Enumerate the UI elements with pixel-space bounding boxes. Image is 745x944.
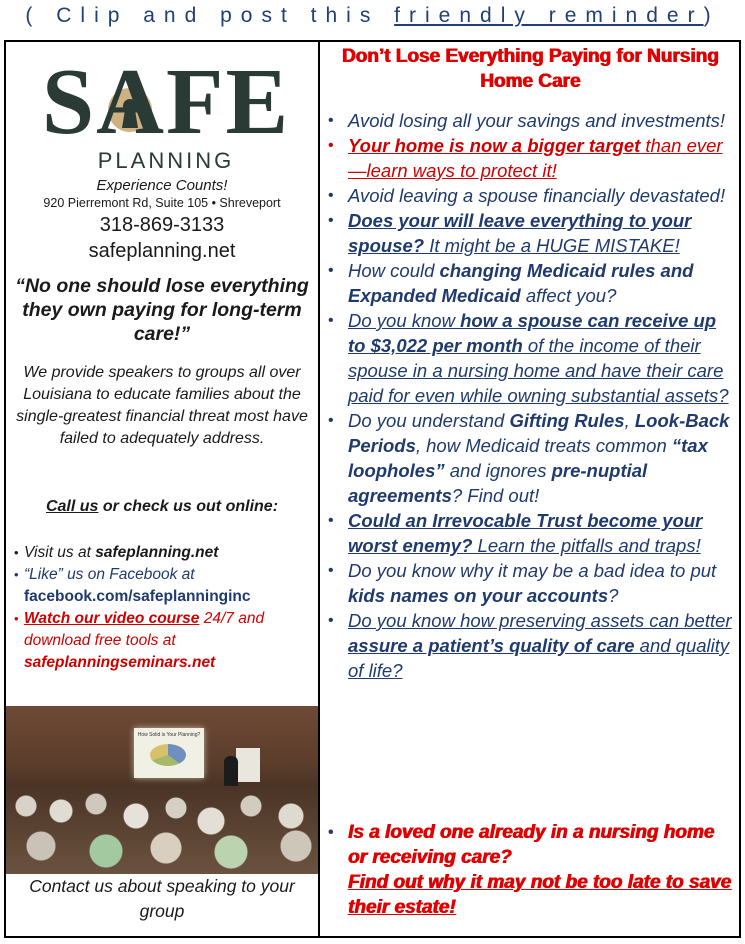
quote-text: “No one should lose everything they own paying for long-term care!” bbox=[15, 275, 309, 345]
pie-chart-icon bbox=[150, 744, 186, 766]
final-cta: Find out why it may not be too late to save their estate! bbox=[348, 872, 732, 918]
speaking-invite: Contact us about speaking to your group bbox=[29, 876, 295, 921]
link-pre: Visit us at bbox=[24, 544, 96, 561]
call-us-heading bbox=[6, 498, 318, 516]
bullet-rest: of the income of their spouse in a nursing home and have their care paid for even while owning substantial assets? bbox=[348, 335, 729, 406]
bullet-icon: • bbox=[328, 187, 334, 204]
bullet-pre: How could bbox=[348, 260, 440, 281]
bullet-mid: and ignores bbox=[444, 460, 552, 481]
list-item bbox=[326, 258, 736, 308]
headline: Don’t Lose Everything Paying for Nursing Home Care bbox=[342, 46, 719, 92]
link-rest: 24/7 and download free tools at bbox=[24, 610, 265, 649]
screen-title: How Solid is Your Planning? bbox=[137, 732, 201, 738]
tagline: Experience Counts! bbox=[96, 177, 228, 194]
list-item bbox=[14, 608, 318, 674]
facebook-link[interactable]: facebook.com/safeplanninginc bbox=[24, 588, 251, 605]
phone-number[interactable]: 318-869-3133 bbox=[99, 214, 225, 236]
bullet-text: Avoid losing all your savings and investments! bbox=[348, 110, 726, 131]
safeplanning-link[interactable]: safeplanning.net bbox=[95, 544, 219, 561]
list-item bbox=[326, 183, 736, 208]
clip-reminder-banner bbox=[0, 4, 745, 36]
seminar-photo bbox=[6, 706, 318, 874]
video-course-link[interactable]: Watch our video course bbox=[24, 610, 200, 627]
list-item bbox=[326, 308, 736, 408]
banner-post: ) bbox=[703, 4, 720, 27]
bullet-rest: affect you? bbox=[520, 285, 617, 306]
bullet-pre: Do you understand bbox=[348, 410, 510, 431]
banner-pre: ( Clip and post this bbox=[25, 4, 395, 27]
bullet-icon: • bbox=[14, 545, 19, 560]
bullet-icon: • bbox=[328, 824, 334, 841]
safe-planning-logo bbox=[40, 52, 292, 182]
easel-board bbox=[236, 748, 260, 782]
list-item bbox=[326, 508, 736, 558]
bullet-mid: , how Medicaid treats common bbox=[415, 435, 672, 456]
list-item bbox=[326, 558, 736, 608]
bullet-rest: ? Find out! bbox=[451, 485, 540, 506]
call-us-rest: or check us out online: bbox=[98, 498, 279, 515]
bullet-mid: , bbox=[624, 410, 635, 431]
audience bbox=[6, 786, 318, 874]
website-link[interactable]: safeplanning.net bbox=[88, 240, 236, 262]
bullet-icon: • bbox=[328, 612, 334, 629]
bullet-pre: Do you know why it may be a bad idea to put bbox=[348, 560, 717, 581]
address: 920 Pierremont Rd, Suite 105 • Shreveport bbox=[43, 196, 281, 210]
bullet-bold: Does your will leave everything to your spouse? bbox=[348, 210, 692, 256]
bullet-pre: Do you know bbox=[348, 310, 461, 331]
bullet-bold: pre-nuptial agreements bbox=[348, 460, 648, 506]
bullet-bold: Look-Back Periods bbox=[348, 410, 730, 456]
bullet-bold: assure a patient’s quality of care bbox=[348, 635, 635, 656]
contact-links bbox=[14, 542, 318, 674]
bullet-list bbox=[326, 108, 736, 683]
column-divider bbox=[318, 40, 320, 938]
bullet-rest: and quality of life? bbox=[348, 635, 730, 681]
bullet-bold: changing Medicaid rules and Expanded Medicaid bbox=[348, 260, 694, 306]
bullet-pre: Do you know how preserving assets can better bbox=[348, 610, 732, 631]
right-column bbox=[322, 42, 739, 936]
final-question: Is a loved one already in a nursing home or receiving care? bbox=[348, 822, 715, 868]
bullet-rest: Learn the pitfalls and traps! bbox=[472, 535, 701, 556]
bullet-bold: kids names on your accounts bbox=[348, 585, 609, 606]
bullet-icon: • bbox=[328, 412, 334, 429]
bullet-icon: • bbox=[328, 262, 334, 279]
bullet-icon: • bbox=[328, 312, 334, 329]
list-item bbox=[326, 608, 736, 683]
banner-underlined: friendly reminder bbox=[394, 4, 704, 27]
bullet-icon: • bbox=[328, 512, 334, 529]
logo-wordmark: SAFE bbox=[41, 50, 291, 154]
about-text: We provide speakers to groups all over Louisiana to educate families about the single-greatest financial threat most have failed to adequately address. bbox=[16, 364, 308, 447]
bullet-bold: Your home is now a bigger target bbox=[348, 135, 641, 156]
bullet-rest: It might be a HUGE MISTAKE! bbox=[424, 235, 680, 256]
logo-subtitle: PLANNING bbox=[97, 148, 235, 173]
list-item bbox=[326, 133, 736, 183]
bullet-icon: • bbox=[328, 212, 334, 229]
bullet-bold: “tax loopholes” bbox=[348, 435, 708, 481]
final-callout bbox=[326, 820, 736, 920]
bullet-icon: • bbox=[328, 137, 334, 154]
left-column bbox=[6, 42, 318, 936]
bullet-icon: • bbox=[328, 112, 334, 129]
bullet-bold: Could an Irrevocable Trust become your worst enemy? bbox=[348, 510, 703, 556]
link-pre: “Like” us on Facebook at bbox=[24, 566, 195, 583]
bullet-icon: • bbox=[328, 562, 334, 579]
bullet-rest: ? bbox=[608, 585, 619, 606]
projection-screen bbox=[134, 728, 204, 778]
call-us-underlined: Call us bbox=[45, 498, 99, 515]
list-item bbox=[326, 108, 736, 133]
bullet-icon: • bbox=[14, 567, 19, 582]
bullet-icon: • bbox=[14, 611, 19, 626]
bullet-text: Avoid leaving a spouse financially devastated! bbox=[348, 185, 726, 206]
bullet-rest: than ever—learn ways to protect it! bbox=[348, 135, 723, 181]
seminars-link[interactable]: safeplanningseminars.net bbox=[24, 654, 216, 671]
list-item bbox=[326, 408, 736, 508]
list-item bbox=[326, 208, 736, 258]
bullet-bold: how a spouse can receive up to $3,022 per month bbox=[348, 310, 717, 356]
bullet-bold: Gifting Rules bbox=[509, 410, 625, 431]
list-item bbox=[14, 542, 318, 564]
list-item bbox=[14, 564, 318, 608]
